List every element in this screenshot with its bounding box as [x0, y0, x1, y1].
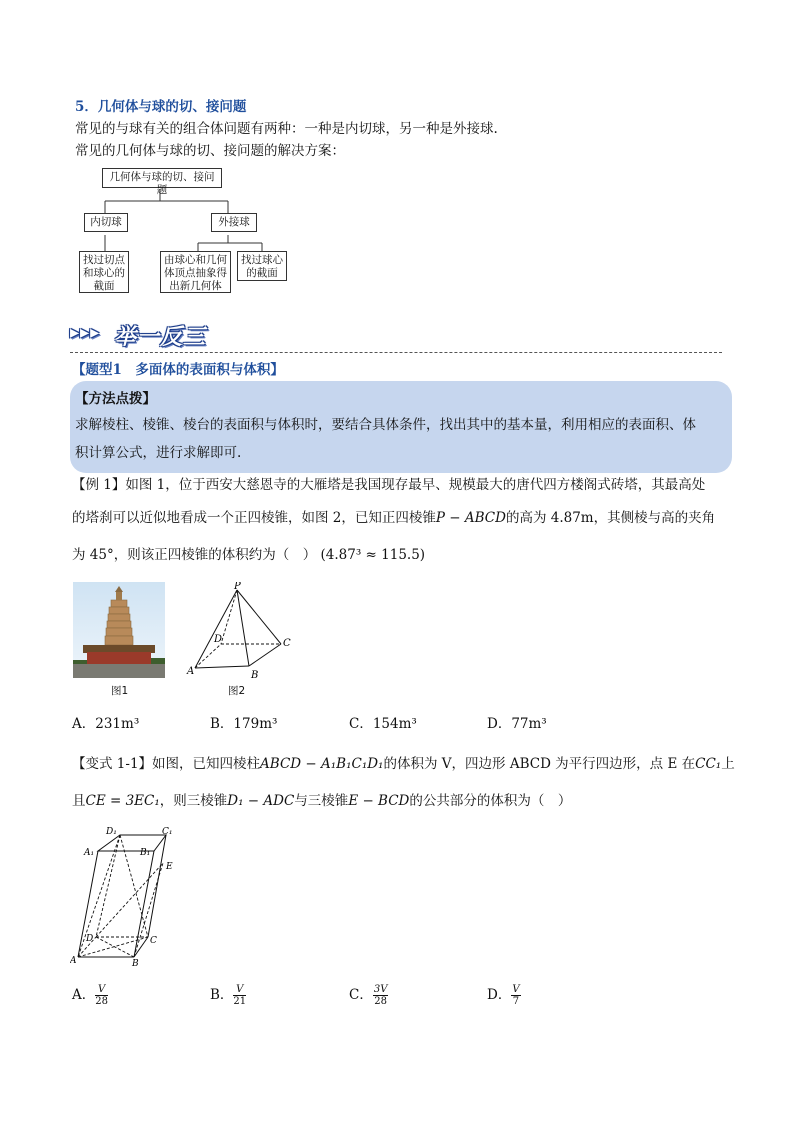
- edge-PA: [195, 590, 237, 668]
- segment-DB: [96, 937, 134, 957]
- option-d[interactable]: [487, 712, 547, 732]
- banner-title: 举一反三: [114, 325, 207, 350]
- variant1-pyramid2: E − BCD: [348, 793, 410, 809]
- label-D: D: [86, 934, 94, 944]
- banner: [70, 320, 270, 350]
- figure1-caption: 图1: [111, 685, 129, 697]
- flowchart-inner-step-line: 和球心的: [83, 267, 125, 279]
- flowchart-inner-step-box: [79, 251, 129, 293]
- topic-title: 【题型1 多面体的表面积与体积】: [72, 362, 284, 378]
- example1-hint: (4.87³ ≈ 115.5): [320, 547, 426, 563]
- segment-DE: [96, 863, 163, 937]
- variant-option-c[interactable]: [349, 983, 388, 1007]
- top-face: [98, 835, 166, 851]
- label-D: D: [214, 634, 223, 645]
- label-E: E: [166, 862, 173, 872]
- flowchart-outer-box: [211, 213, 257, 232]
- flowchart-inner-label: 内切球: [90, 216, 122, 228]
- flowchart-outer-step2-line: 的截面: [246, 267, 278, 279]
- flowchart-outer-step1-line: 由球心和几何: [164, 254, 227, 266]
- variant1-pyramid1: D₁ − ADC: [227, 793, 295, 809]
- flowchart-inner-box: [84, 213, 128, 232]
- variant1-text: 上: [721, 756, 735, 772]
- example1-line3: [72, 545, 425, 565]
- label-D1: D₁: [106, 827, 117, 837]
- option-value: 179m³: [233, 716, 278, 732]
- edge-PD: [221, 590, 237, 644]
- variant1-prism-name: ABCD − A₁B₁C₁D₁: [260, 756, 384, 772]
- option-fraction: $\frac{V}{7}$: [512, 984, 520, 1007]
- banner-divider: [70, 352, 722, 353]
- label-A1: A₁: [84, 848, 95, 858]
- edge-AB: [195, 666, 249, 668]
- option-value: 154m³: [372, 716, 417, 732]
- edge-BC: [249, 644, 281, 666]
- example1-line2-text-end: 的高为 4.87m，其侧棱与高的夹角: [505, 510, 716, 526]
- variant1-edge-name: CC₁: [695, 756, 722, 772]
- variant1-text: 且: [72, 793, 86, 809]
- option-key: D．: [487, 716, 512, 732]
- variant1-text: 的体积为 V，四边形 ABCD 为平行四边形，点 E 在: [383, 756, 696, 772]
- flowchart-root-box: [102, 168, 222, 196]
- section-text-line1: 常见的与球有关的组合体问题有两种：一种是内切球，另一种是外接球.: [75, 121, 498, 137]
- flowchart-root-label: 几何体与球的切、接问题: [109, 171, 215, 196]
- flowchart-outer-step2-line: 找过球心: [241, 254, 283, 266]
- option-key: B．: [210, 987, 234, 1003]
- example1-line2: [72, 508, 715, 528]
- label-A: A: [187, 666, 195, 677]
- flowchart-outer-step1-line: 出新几何体: [169, 280, 222, 292]
- option-key: A．: [72, 987, 96, 1003]
- label-C: C: [283, 638, 291, 649]
- example1-pyramid-name: P − ABCD: [435, 510, 506, 526]
- prism-diagram: [70, 825, 180, 967]
- section-text-line2: 常见的几何体与球的切、接问题的解决方案：: [75, 143, 345, 159]
- section-title: 5．几何体与球的切、接问题: [75, 99, 247, 115]
- label-B: B: [251, 670, 259, 681]
- flowchart-outer-step1-line: 体顶点抽象得: [164, 267, 227, 279]
- pyramid-diagram: [185, 582, 295, 682]
- flowchart-outer-step1-box: [160, 251, 231, 293]
- example1-line3-text: 为 45°，则该正四棱锥的体积约为（ ）: [72, 547, 317, 563]
- option-key: C．: [349, 987, 373, 1003]
- edge-C1C: [148, 835, 166, 937]
- figure2-caption: 图2: [228, 685, 246, 697]
- flowchart-inner-step-line: 找过切点: [83, 254, 125, 266]
- label-B1: B₁: [140, 848, 151, 858]
- option-fraction: $\frac{3V}{28}$: [373, 984, 388, 1007]
- option-value: 231m³: [95, 716, 140, 732]
- label-C1: C₁: [162, 827, 173, 837]
- variant-option-b[interactable]: [210, 983, 246, 1007]
- option-key: B．: [210, 716, 234, 732]
- variant-option-d[interactable]: [487, 983, 521, 1007]
- label-P: P: [234, 582, 241, 592]
- variant1-line2: [72, 791, 571, 811]
- edge-PC: [237, 590, 281, 644]
- variant1-text: 【变式 1-1】如图，已知四棱柱: [72, 756, 261, 772]
- variant1-text: ，则三棱锥: [159, 793, 228, 809]
- banner-arrows-icon: ▸▸▸: [70, 322, 101, 343]
- flowchart-inner-step-line: 截面: [93, 280, 115, 292]
- option-a[interactable]: [72, 712, 139, 732]
- variant-option-a[interactable]: [72, 983, 108, 1007]
- flowchart-outer-label: 外接球: [218, 216, 250, 228]
- option-value: 77m³: [511, 716, 547, 732]
- option-key: D．: [487, 987, 512, 1003]
- example1-line1: 【例 1】如图 1，位于西安大慈恩寺的大雁塔是我国现存最早、规模最大的唐代四方楼阁式砖塔，其最高处: [72, 477, 706, 493]
- variant1-text: 的公共部分的体积为（ ）: [409, 793, 572, 809]
- variant1-ratio: CE = 3EC₁: [85, 793, 160, 809]
- variant1-line1: [72, 754, 735, 774]
- variant1-text: 与三棱锥: [294, 793, 349, 809]
- option-b[interactable]: [210, 712, 277, 732]
- method-text-line1: 求解棱柱、棱锥、棱台的表面积与体积时，要结合具体条件，找出其中的基本量，利用相应的表面积、体: [75, 417, 696, 433]
- edge-PB: [237, 590, 249, 666]
- method-text-line2: 积计算公式，进行求解即可.: [75, 445, 242, 461]
- edge-AD: [195, 644, 221, 668]
- example1-line2-text: 的塔刹可以近似地看成一个正四棱锥，如图 2，已知正四棱锥: [72, 510, 436, 526]
- option-fraction: $\frac{V}{21}$: [233, 984, 247, 1007]
- option-c[interactable]: [349, 712, 417, 732]
- option-key: C．: [349, 716, 373, 732]
- flowchart-outer-step2-box: [237, 251, 287, 281]
- label-C: C: [150, 936, 157, 946]
- label-B: B: [132, 959, 139, 967]
- method-label: 【方法点拨】: [75, 391, 156, 407]
- option-fraction: $\frac{V}{28}$: [95, 984, 108, 1007]
- option-key: A．: [72, 716, 96, 732]
- pagoda-photo: [73, 582, 165, 678]
- label-A: A: [70, 956, 77, 966]
